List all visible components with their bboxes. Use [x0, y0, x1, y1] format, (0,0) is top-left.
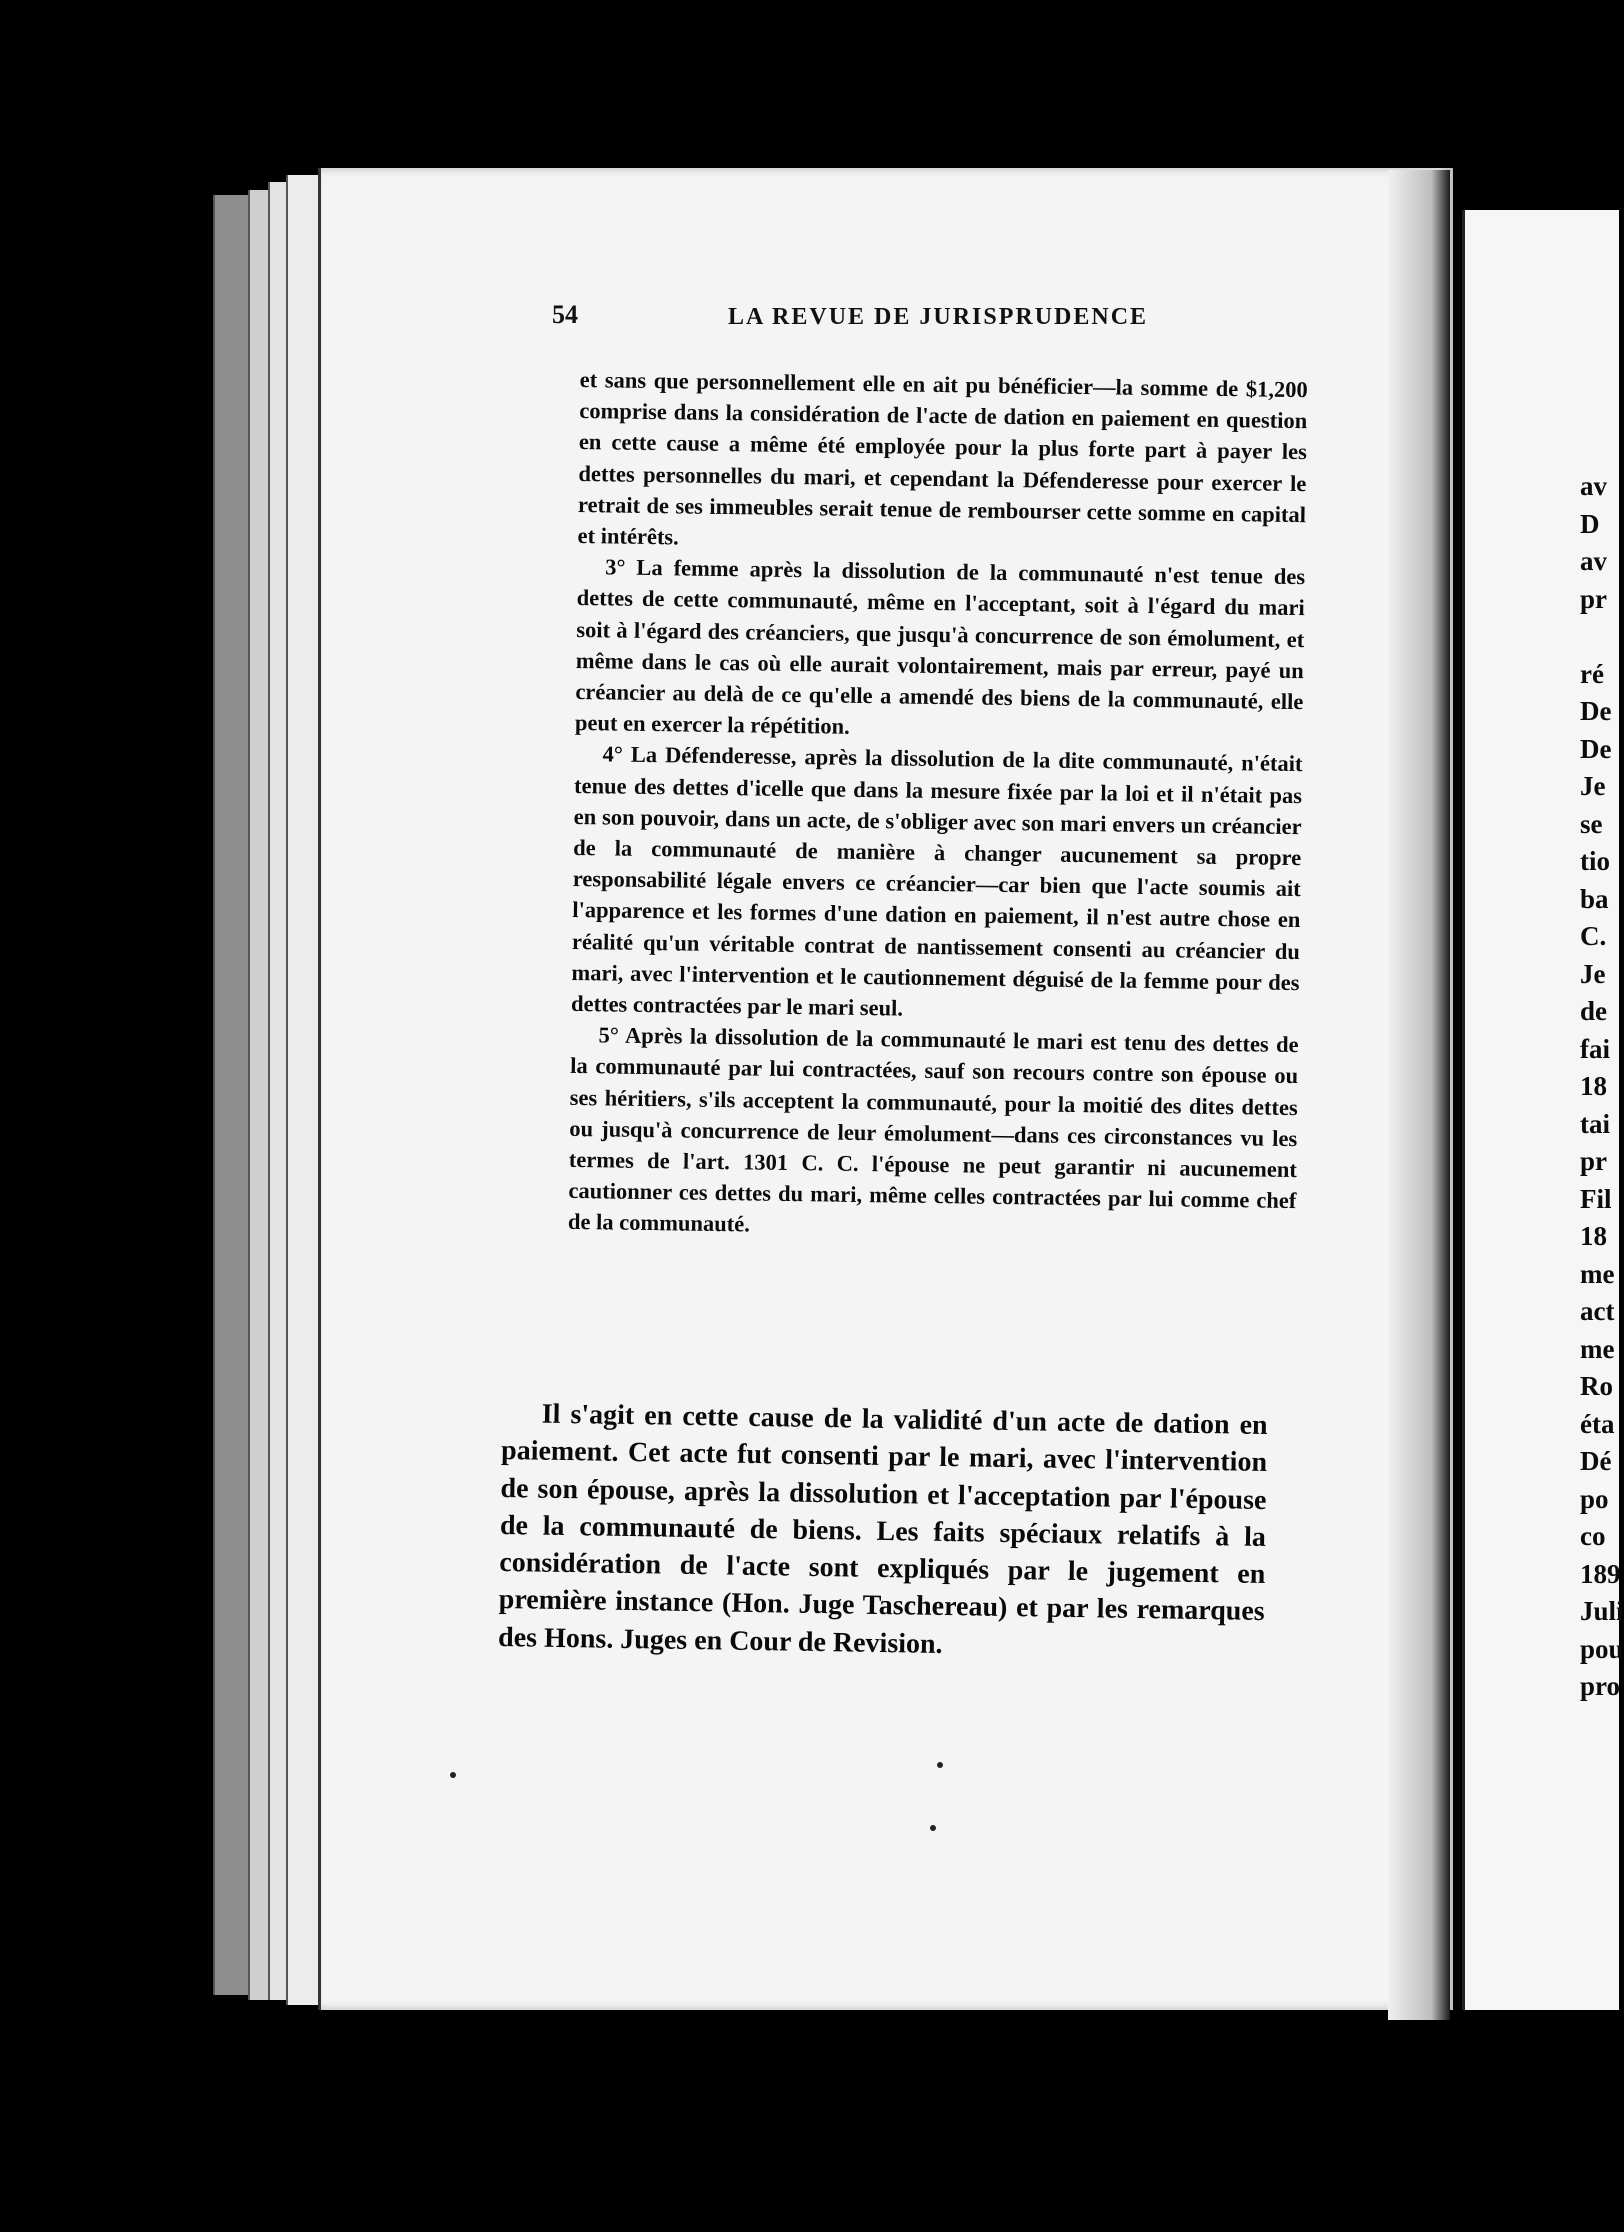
- facing-page-fragment: pr: [1580, 583, 1607, 614]
- facing-page-fragment: pr: [1580, 1146, 1607, 1176]
- facing-page-fragment: av: [1580, 546, 1607, 576]
- body-paragraph: Il s'agit en cette cause de la validité d'un acte de dation en paiement. Cet acte fut consenti par le mari, avec l'intervention de son épouse, après la dissolution et l'acceptation par l'épouse de la communauté de biens. Les faits spéciaux relatifs à la considération de l'acte sont expliqués par le jugement en première instance (Hon. Juge Taschereau) et par les remarques des Hons. Juges en Cour de Revision.: [497, 1398, 1268, 1660]
- summary-paragraph: 4° La Défenderesse, après la dissolution de la dite communauté, n'était tenue des dettes d'icelle que dans la mesure fixée par la loi et il n'était pas en son pouvoir, dans un acte, de s'obliger avec son mari envers un créancier de la communauté de manière à changer aucunement sa propre responsabilité légale envers ce créancier—car bien que l'acte soumis ait l'apparence et les formes d'une dation en paiement, il n'est autre chose en réalité qu'un véritable contrat de nantissement consenti au créancier du mari, avec l'intervention et le cautionnement déguisé de la femme pour des dettes contractées par le mari seul.: [570, 741, 1303, 1021]
- facing-page-fragment: Ro: [1580, 1371, 1613, 1401]
- facing-page-fragment: éta: [1580, 1408, 1615, 1439]
- facing-page-fragment: me: [1580, 1258, 1615, 1289]
- ink-speck: [450, 1772, 456, 1778]
- facing-page-fragment: pro: [1580, 1671, 1621, 1701]
- page-number: 54: [552, 300, 578, 329]
- facing-page-fragment: Je: [1580, 771, 1606, 801]
- facing-page-fragment: C.: [1580, 921, 1607, 951]
- summary-paragraph: et sans que personnellement elle en ait pu bénéficier—la somme de $1,200 comprise dans la considération de l'acte de dation en paiement en question en cette cause a même été employée pour la plus forte part à payer les dettes personnelles du mari, et cependant la Défenderesse pour exercer le retrait de ses immeubles serait tenue de rembourser cette somme en capital et intérêts.: [577, 366, 1308, 550]
- facing-page-fragment: act: [1580, 1296, 1615, 1326]
- facing-page-fragment: pou: [1580, 1633, 1624, 1664]
- book-gutter: [1388, 170, 1450, 2020]
- facing-page-fragment: tio: [1580, 846, 1610, 876]
- headnote-summary: [568, 364, 1308, 1248]
- facing-page-fragment: 189: [1580, 1558, 1621, 1589]
- facing-page-fragment: fai: [1580, 1033, 1610, 1064]
- facing-page-fragment: Juli: [1580, 1596, 1624, 1626]
- facing-page-fragment: 18: [1580, 1071, 1607, 1101]
- facing-page-fragment: se: [1580, 808, 1603, 839]
- page-stack-edge: [286, 175, 318, 2005]
- facing-page-fragment: De: [1580, 733, 1612, 764]
- facing-page-fragment: me: [1580, 1333, 1615, 1364]
- facing-page-fragment: Je: [1580, 958, 1606, 989]
- ink-speck: [937, 1762, 943, 1768]
- facing-page-fragment: [1580, 618, 1616, 656]
- facing-page-fragment: av: [1580, 471, 1607, 501]
- facing-page-fragment: Dé: [1580, 1446, 1612, 1476]
- ink-speck: [930, 1825, 936, 1831]
- facing-page-fragment: co: [1580, 1521, 1606, 1551]
- facing-page-fragment: de: [1580, 996, 1607, 1026]
- running-head: LA REVUE DE JURISPRUDENCE: [728, 304, 1149, 330]
- facing-page-fragment: De: [1580, 696, 1612, 726]
- facing-page-fragment: po: [1580, 1483, 1609, 1514]
- facing-page-fragment: 18: [1580, 1221, 1607, 1251]
- facing-page-fragment: Fil: [1580, 1183, 1612, 1214]
- facing-page-text: [1580, 468, 1624, 1706]
- facing-page-fragment: ré: [1580, 658, 1604, 689]
- summary-paragraph: 5° Après la dissolution de la communauté le mari est tenu des dettes de la communauté par lui contractées, sauf son recours contre son épouse ou ses héritiers, s'ils acceptent la communauté, pour la moitié des dites dettes ou jusqu'à concurrence de leur émolument—dans ces circonstances vu les termes de l'art. 1301 C. C. l'épouse ne peut garantir ni aucunement cautionner ces dettes du mari, même celles contractées par lui comme chef de la communauté.: [567, 1022, 1299, 1237]
- facing-page-fragment: tai: [1580, 1108, 1610, 1139]
- summary-paragraph: 3° La femme après la dissolution de la communauté n'est tenue des dettes de cette communauté, même en l'acceptant, soit à l'égard du mari soit à l'égard des créanciers, que jusqu'à concurrence de son émolument, et même dans le cas où elle aurait volontairement, mais par erreur, payé un créancier au delà de ce qu'elle a amendé des biens de la communauté, elle peut en exercer la répétition.: [574, 554, 1306, 740]
- body-text: [498, 1395, 1268, 1668]
- facing-page-fragment: D: [1580, 508, 1600, 539]
- facing-page-fragment: ba: [1580, 883, 1609, 914]
